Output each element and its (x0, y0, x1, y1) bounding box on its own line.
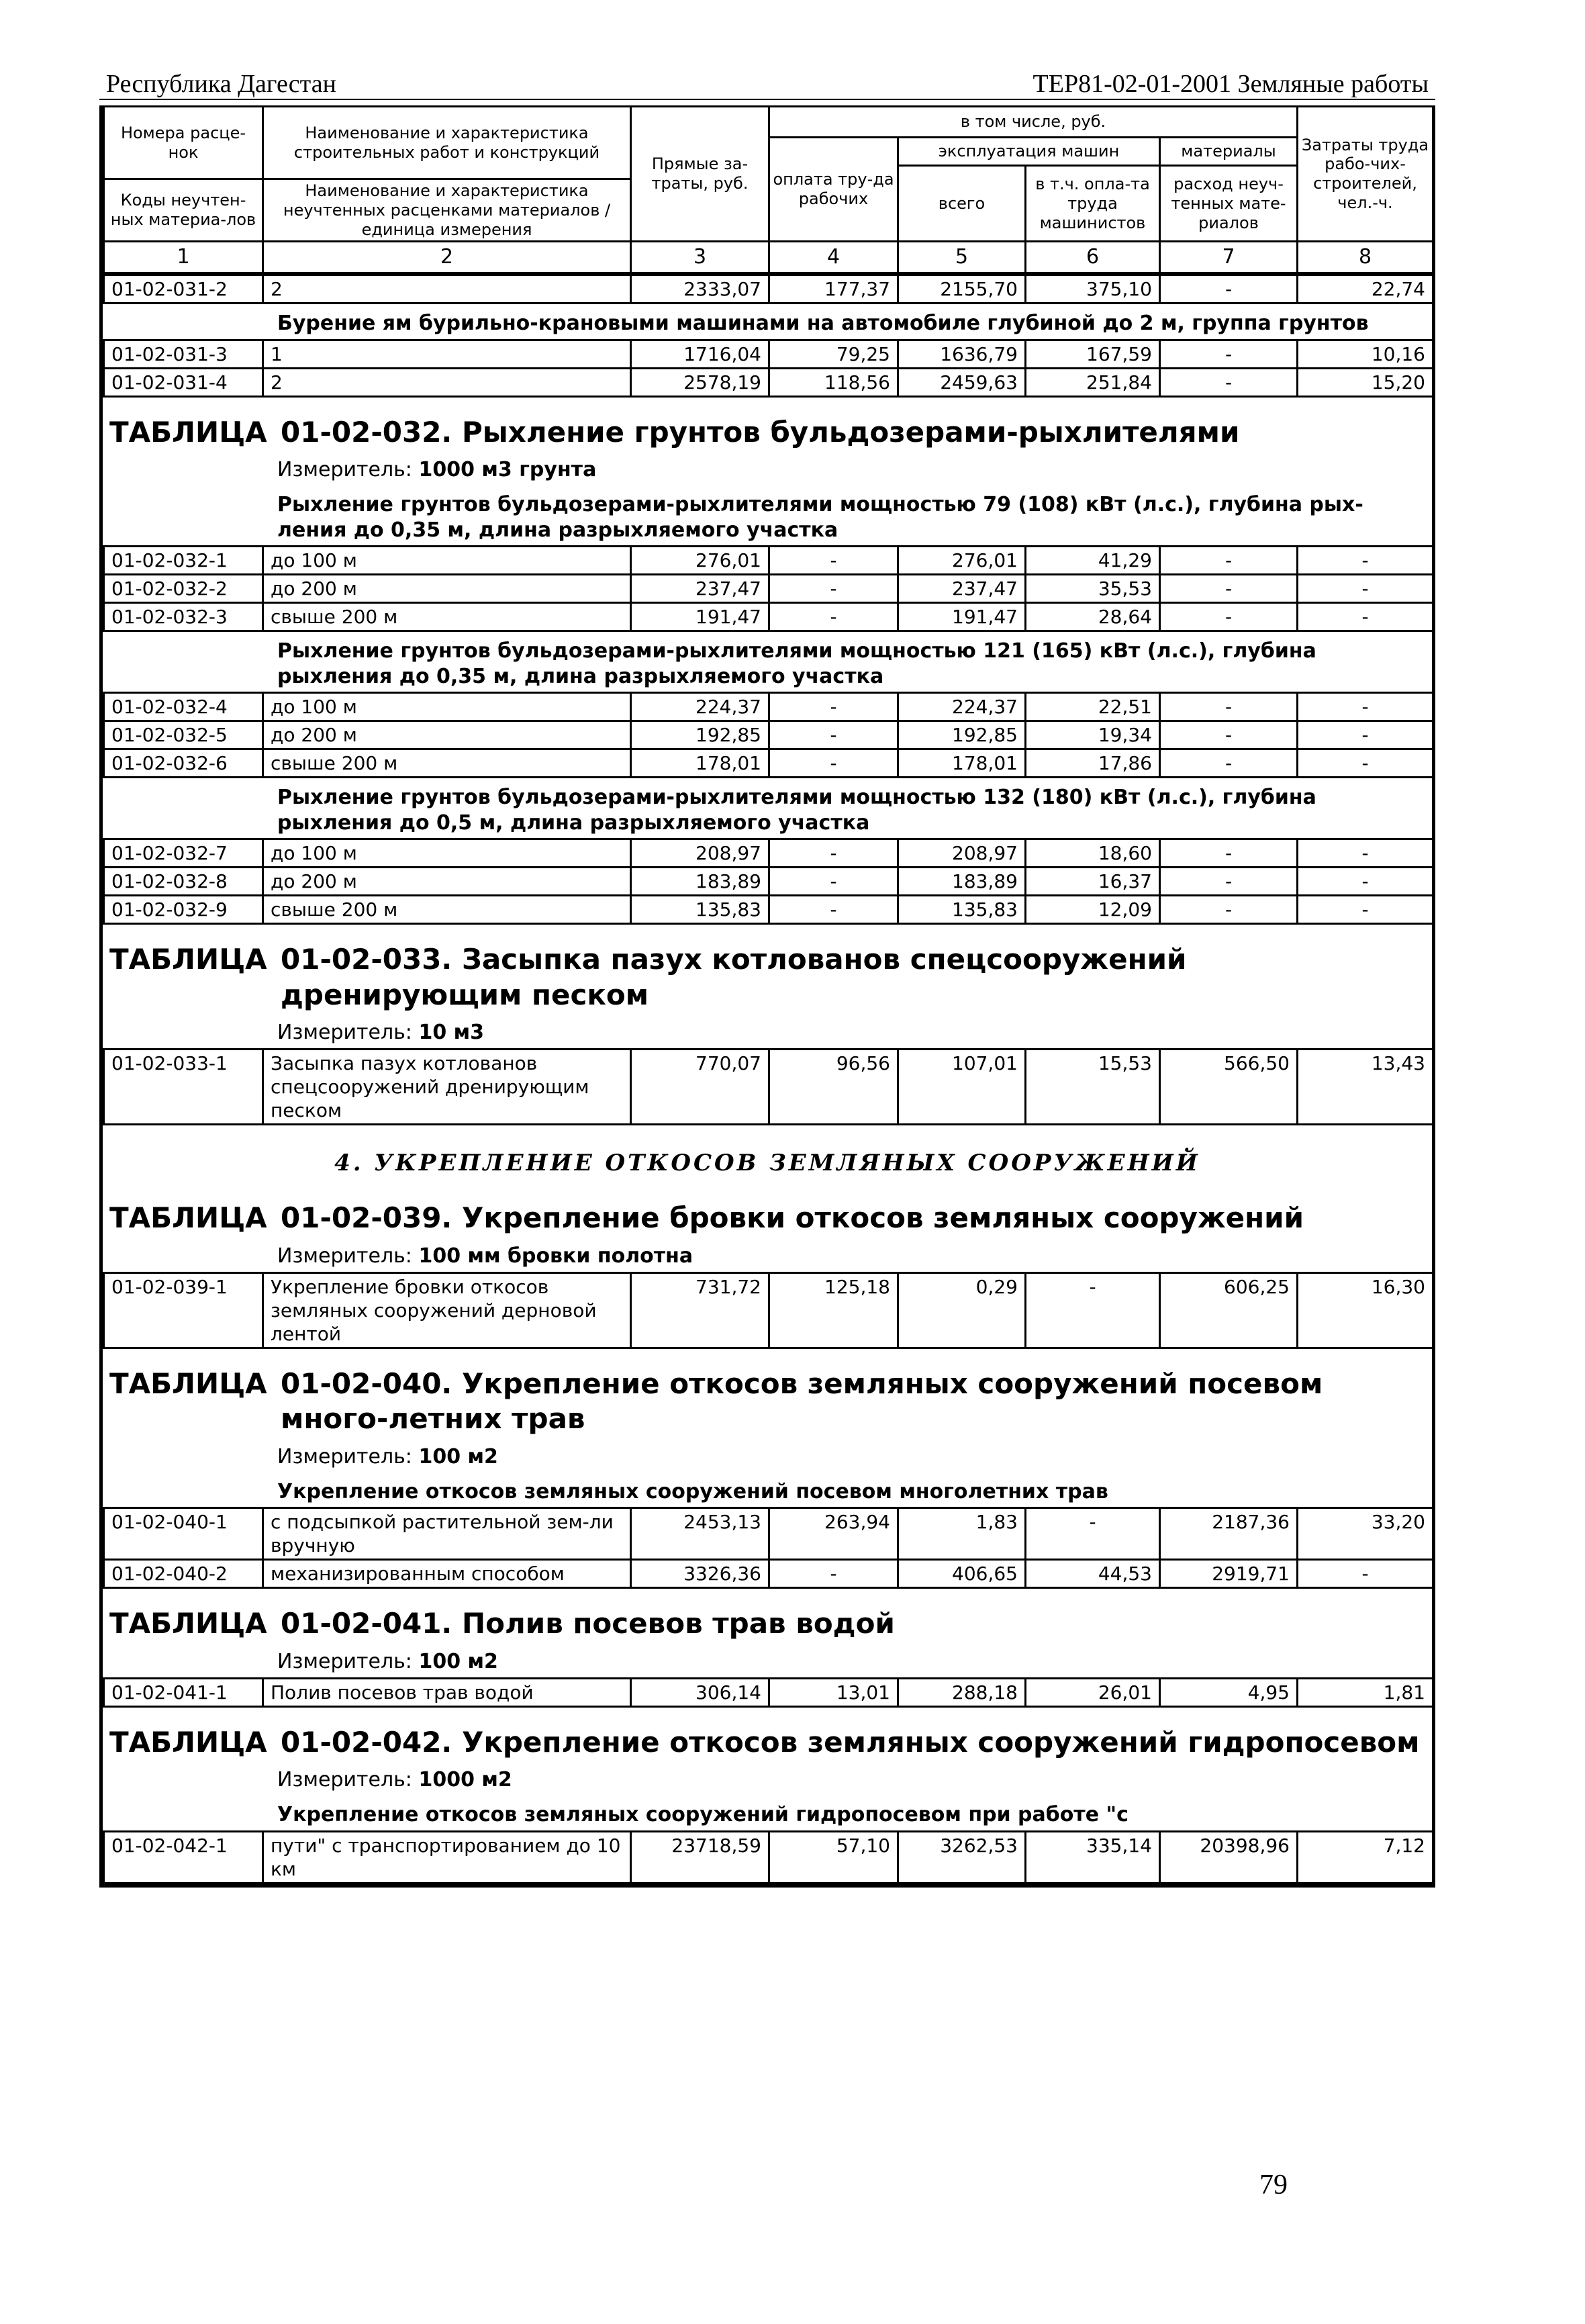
measure-value: 100 мм бровки полотна (418, 1244, 693, 1268)
running-header (99, 64, 1435, 100)
rate-value: - (1160, 868, 1298, 896)
group-subheading: Укрепление откосов земляных сооружений гидропосевом при работе "с (277, 1803, 1128, 1827)
rate-value: 288,18 (898, 1678, 1026, 1706)
column-header-table (103, 105, 1434, 274)
table-title-label: ТАБЛИЦА (109, 1607, 267, 1640)
rate-value: 770,07 (631, 1050, 769, 1125)
table-row (104, 749, 1433, 778)
document-page (99, 64, 1435, 2200)
rate-value: 13,43 (1298, 1050, 1433, 1125)
col-header-machines-total: всего (898, 166, 1026, 242)
section-heading: 4. УКРЕПЛЕНИЕ ОТКОСОВ ЗЕМЛЯНЫХ СООРУЖЕНИЙ (334, 1150, 1200, 1177)
rate-value: - (769, 896, 898, 924)
rate-name: механизированным способом (263, 1560, 631, 1588)
header-region: Республика Дагестан (106, 70, 336, 98)
rate-value: 107,01 (898, 1050, 1026, 1125)
rate-value: 22,74 (1298, 275, 1433, 304)
table-row (104, 1678, 1433, 1706)
rate-code: 01-02-032-7 (104, 839, 263, 868)
rate-value: - (1026, 1508, 1160, 1560)
rate-value: 237,47 (631, 575, 769, 603)
rate-name: до 100 м (263, 693, 631, 721)
col-header-including: в том числе, руб. (769, 107, 1298, 138)
rate-table (103, 1272, 1434, 1349)
rate-value: 375,10 (1026, 275, 1160, 304)
rate-value: - (1298, 603, 1433, 631)
rate-value: - (769, 547, 898, 575)
rate-value: 4,95 (1160, 1678, 1298, 1706)
rate-value: - (769, 603, 898, 631)
rate-value: - (1298, 575, 1433, 603)
table-title-text: 01-02-042. Укрепление откосов земляных сооружений гидропосевом (281, 1725, 1420, 1759)
rate-value: 33,20 (1298, 1508, 1433, 1560)
table-title-label: ТАБЛИЦА (109, 943, 267, 976)
rate-value: 96,56 (769, 1050, 898, 1125)
table-row (104, 868, 1433, 896)
rate-value: 15,53 (1026, 1050, 1160, 1125)
rate-value: 192,85 (898, 721, 1026, 749)
column-number-row (104, 242, 1433, 273)
rate-name: свыше 200 м (263, 749, 631, 778)
rate-value: 57,10 (769, 1831, 898, 1883)
measure-label: Измеритель: (277, 458, 419, 482)
table-row (104, 575, 1433, 603)
rate-table (103, 339, 1434, 398)
rate-value: 731,72 (631, 1272, 769, 1348)
rate-value: 178,01 (631, 749, 769, 778)
rate-value: 0,29 (898, 1272, 1026, 1348)
rate-value: - (1026, 1272, 1160, 1348)
rate-name: до 200 м (263, 868, 631, 896)
table-title (103, 398, 1432, 453)
rate-value: 191,47 (631, 603, 769, 631)
rate-code: 01-02-042-1 (104, 1831, 263, 1883)
rate-value: 23718,59 (631, 1831, 769, 1883)
rate-value: 2919,71 (1160, 1560, 1298, 1588)
table-row (104, 275, 1433, 304)
rate-value: 17,86 (1026, 749, 1160, 778)
rate-value: 1,81 (1298, 1678, 1433, 1706)
group-subheading: Укрепление откосов земляных сооружений посевом многолетних трав (277, 1479, 1108, 1503)
rate-value: - (1298, 868, 1433, 896)
rate-name: с подсыпкой растительной зем-ли вручную (263, 1508, 631, 1560)
col-header-work-name: Наименование и характеристика строительных работ и конструкций (263, 107, 631, 179)
table-row (104, 896, 1433, 924)
rate-value: - (1160, 693, 1298, 721)
rate-value: - (1160, 749, 1298, 778)
rate-value: 566,50 (1160, 1050, 1298, 1125)
rate-value: - (769, 749, 898, 778)
rate-value: 335,14 (1026, 1831, 1160, 1883)
rate-value: 237,47 (898, 575, 1026, 603)
rate-name: свыше 200 м (263, 603, 631, 631)
rate-value: - (1160, 575, 1298, 603)
col-header-material-codes: Коды неучтен-ных материа-лов (104, 179, 263, 242)
measure-label: Измеритель: (277, 1649, 419, 1673)
col-header-direct-costs: Прямые за-траты, руб. (631, 107, 769, 242)
rate-code: 01-02-032-4 (104, 693, 263, 721)
measure-value: 1000 м3 грунта (418, 458, 597, 482)
table-row (104, 1272, 1433, 1348)
rate-value: 183,89 (631, 868, 769, 896)
column-number: 2 (263, 242, 631, 273)
rate-name: до 200 м (263, 721, 631, 749)
rate-value: 263,94 (769, 1508, 898, 1560)
rate-value: - (769, 868, 898, 896)
rate-code: 01-02-039-1 (104, 1272, 263, 1348)
rate-name: 2 (263, 368, 631, 396)
table-row (104, 547, 1433, 575)
rate-table (103, 838, 1434, 925)
measure-value: 100 м2 (418, 1444, 498, 1469)
rate-value: - (1160, 368, 1298, 396)
rate-value: 208,97 (898, 839, 1026, 868)
rate-value: 2333,07 (631, 275, 769, 304)
rate-value: 177,37 (769, 275, 898, 304)
document-content (103, 274, 1432, 1884)
measure-unit (103, 1763, 1432, 1796)
rate-name: до 200 м (263, 575, 631, 603)
group-subheading: Рыхление грунтов бульдозерами-рыхлителями мощностью 79 (108) кВт (л.с.), глубина рых-ления до 0,35 м, длина разрыхляемого участка (277, 493, 1363, 542)
rate-value: 306,14 (631, 1678, 769, 1706)
table-title-label: ТАБЛИЦА (109, 415, 267, 449)
rate-value: - (1298, 839, 1433, 868)
rate-table (103, 1677, 1434, 1708)
rate-value: 26,01 (1026, 1678, 1160, 1706)
table-row (104, 1508, 1433, 1560)
column-number: 6 (1026, 242, 1160, 273)
table-row (104, 340, 1433, 368)
rate-value: 2578,19 (631, 368, 769, 396)
measure-unit (103, 1015, 1432, 1048)
rate-value: 41,29 (1026, 547, 1160, 575)
rate-name: пути" с транспортированием до 10 км (263, 1831, 631, 1883)
rate-value: - (1160, 340, 1298, 368)
rate-value: - (769, 693, 898, 721)
group-subheading: Рыхление грунтов бульдозерами-рыхлителями мощностью 132 (180) кВт (л.с.), глубина рыхления до 0,5 м, длина разрыхляемого участка (277, 786, 1316, 835)
rate-value: 2187,36 (1160, 1508, 1298, 1560)
rate-value: 1636,79 (898, 340, 1026, 368)
rate-value: - (1160, 547, 1298, 575)
rate-value: 192,85 (631, 721, 769, 749)
column-number: 7 (1160, 242, 1298, 273)
rate-table (103, 274, 1434, 304)
rate-value: 606,25 (1160, 1272, 1298, 1348)
rate-value: 178,01 (898, 749, 1026, 778)
measure-label: Измеритель: (277, 1244, 419, 1268)
rate-code: 01-02-032-3 (104, 603, 263, 631)
measure-label: Измеритель: (277, 1444, 419, 1469)
rate-value: 276,01 (898, 547, 1026, 575)
rate-value: 10,16 (1298, 340, 1433, 368)
rate-name: до 100 м (263, 547, 631, 575)
table-title-label: ТАБЛИЦА (109, 1725, 267, 1759)
column-number: 8 (1298, 242, 1433, 273)
table-title-text: 01-02-040. Укрепление откосов земляных сооружений посевом много-летних трав (281, 1366, 1323, 1436)
rate-code: 01-02-031-3 (104, 340, 263, 368)
page-number: 79 (1259, 2170, 1288, 2200)
rate-value: 18,60 (1026, 839, 1160, 868)
rate-value: 44,53 (1026, 1560, 1160, 1588)
col-header-material-names: Наименование и характеристика неучтенных расценками материалов / единица измерения (263, 179, 631, 242)
rate-code: 01-02-040-1 (104, 1508, 263, 1560)
rate-name: 2 (263, 275, 631, 304)
table-title-text: 01-02-033. Засыпка пазух котлованов спецсооружений дренирующим песком (281, 943, 1187, 1011)
rate-value: - (1298, 721, 1433, 749)
rate-table (103, 692, 1434, 778)
group-subheading: Бурение ям бурильно-крановыми машинами на автомобиле глубиной до 2 м, группа грунтов (277, 312, 1369, 336)
rate-value: 276,01 (631, 547, 769, 575)
table-title (103, 1708, 1432, 1763)
rate-value: 135,83 (631, 896, 769, 924)
rate-value: 22,51 (1026, 693, 1160, 721)
table-title-label: ТАБЛИЦА (109, 1366, 267, 1400)
table-row (104, 1831, 1433, 1883)
table-title (103, 925, 1432, 1015)
rate-name: до 100 м (263, 839, 631, 868)
col-header-machines: эксплуатация машин (898, 138, 1160, 166)
table-row (104, 1050, 1433, 1125)
group-subheading: Рыхление грунтов бульдозерами-рыхлителями мощностью 121 (165) кВт (л.с.), глубина рыхления до 0,35 м, длина разрыхляемого участка (277, 639, 1316, 688)
rate-value: - (1160, 603, 1298, 631)
rate-value: - (1160, 721, 1298, 749)
column-number: 4 (769, 242, 898, 273)
rate-value: - (1298, 896, 1433, 924)
rate-code: 01-02-041-1 (104, 1678, 263, 1706)
col-header-rate-number: Номера расце-нок (104, 107, 263, 179)
rate-value: 35,53 (1026, 575, 1160, 603)
rate-value: - (1298, 547, 1433, 575)
rate-code: 01-02-032-1 (104, 547, 263, 575)
rate-value: 16,30 (1298, 1272, 1433, 1348)
rate-value: 224,37 (631, 693, 769, 721)
rate-value: 251,84 (1026, 368, 1160, 396)
rate-value: 16,37 (1026, 868, 1160, 896)
rate-code: 01-02-032-5 (104, 721, 263, 749)
table-title-text: 01-02-039. Укрепление бровки откосов земляных сооружений (281, 1201, 1304, 1235)
rate-table (103, 1048, 1434, 1125)
column-number: 1 (104, 242, 263, 273)
rate-value: 2453,13 (631, 1508, 769, 1560)
rate-name: Укрепление бровки откосов земляных сооружений дерновой лентой (263, 1272, 631, 1348)
rate-table (103, 545, 1434, 632)
rate-table (103, 1507, 1434, 1589)
rate-value: 191,47 (898, 603, 1026, 631)
measure-value: 1000 м2 (418, 1768, 512, 1792)
table-frame (99, 105, 1435, 1888)
rate-value: 79,25 (769, 340, 898, 368)
rate-code: 01-02-032-8 (104, 868, 263, 896)
table-row (104, 721, 1433, 749)
rate-value: 7,12 (1298, 1831, 1433, 1883)
col-header-worker-pay: оплата тру-да рабочих (769, 138, 898, 242)
rate-value: 13,01 (769, 1678, 898, 1706)
rate-code: 01-02-040-2 (104, 1560, 263, 1588)
rate-value: 118,56 (769, 368, 898, 396)
col-header-machinist-pay: в т.ч. опла-та труда машинистов (1026, 166, 1160, 242)
rate-code: 01-02-033-1 (104, 1050, 263, 1125)
table-title (103, 1183, 1432, 1239)
header-doc-code: ТЕР81-02-01-2001 Земляные работы (1032, 70, 1429, 98)
rate-value: - (1298, 749, 1433, 778)
table-title (103, 1589, 1432, 1644)
rate-name: Засыпка пазух котлованов спецсооружений дренирующим песком (263, 1050, 631, 1125)
column-number: 5 (898, 242, 1026, 273)
table-row (104, 839, 1433, 868)
rate-value: - (1298, 693, 1433, 721)
rate-value: 28,64 (1026, 603, 1160, 631)
measure-unit (103, 453, 1432, 485)
measure-value: 10 м3 (418, 1021, 485, 1045)
measure-unit (103, 1239, 1432, 1272)
col-header-materials: материалы (1160, 138, 1298, 166)
rate-value: 208,97 (631, 839, 769, 868)
rate-name: свыше 200 м (263, 896, 631, 924)
rate-code: 01-02-031-2 (104, 275, 263, 304)
table-title-text: 01-02-032. Рыхление грунтов бульдозерами-рыхлителями (281, 415, 1240, 449)
rate-code: 01-02-032-6 (104, 749, 263, 778)
table-row (104, 368, 1433, 396)
col-header-labor: Затраты труда рабо-чих-строителей, чел.-ч. (1298, 107, 1433, 242)
rate-value: - (1160, 839, 1298, 868)
rate-value: 1716,04 (631, 340, 769, 368)
rate-code: 01-02-031-4 (104, 368, 263, 396)
measure-unit (103, 1440, 1432, 1473)
rate-value: 167,59 (1026, 340, 1160, 368)
rate-name: Полив посевов трав водой (263, 1678, 631, 1706)
rate-value: 135,83 (898, 896, 1026, 924)
rate-table (103, 1830, 1434, 1884)
rate-code: 01-02-032-2 (104, 575, 263, 603)
measure-value: 100 м2 (418, 1649, 498, 1673)
rate-value: - (769, 839, 898, 868)
table-row (104, 603, 1433, 631)
rate-value: - (769, 1560, 898, 1588)
rate-value: - (1160, 275, 1298, 304)
table-title (103, 1349, 1432, 1440)
rate-value: 125,18 (769, 1272, 898, 1348)
rate-value: 2459,63 (898, 368, 1026, 396)
table-title-text: 01-02-041. Полив посевов трав водой (281, 1607, 895, 1640)
rate-value: 406,65 (898, 1560, 1026, 1588)
rate-value: 19,34 (1026, 721, 1160, 749)
col-header-material-usage: расход неуч-тенных мате-риалов (1160, 166, 1298, 242)
table-row (104, 693, 1433, 721)
measure-label: Измеритель: (277, 1021, 419, 1045)
rate-value: 3262,53 (898, 1831, 1026, 1883)
measure-unit (103, 1644, 1432, 1677)
rate-value: 15,20 (1298, 368, 1433, 396)
rate-value: - (769, 575, 898, 603)
rate-value: 3326,36 (631, 1560, 769, 1588)
table-row (104, 1560, 1433, 1588)
rate-code: 01-02-032-9 (104, 896, 263, 924)
table-title-label: ТАБЛИЦА (109, 1201, 267, 1235)
rate-value: 20398,96 (1160, 1831, 1298, 1883)
rate-value: - (1160, 896, 1298, 924)
rate-value: - (769, 721, 898, 749)
rate-value: 12,09 (1026, 896, 1160, 924)
rate-value: 183,89 (898, 868, 1026, 896)
rate-value: 1,83 (898, 1508, 1026, 1560)
measure-label: Измеритель: (277, 1768, 419, 1792)
rate-value: 2155,70 (898, 275, 1026, 304)
rate-name: 1 (263, 340, 631, 368)
column-number: 3 (631, 242, 769, 273)
rate-value: - (1298, 1560, 1433, 1588)
rate-value: 224,37 (898, 693, 1026, 721)
